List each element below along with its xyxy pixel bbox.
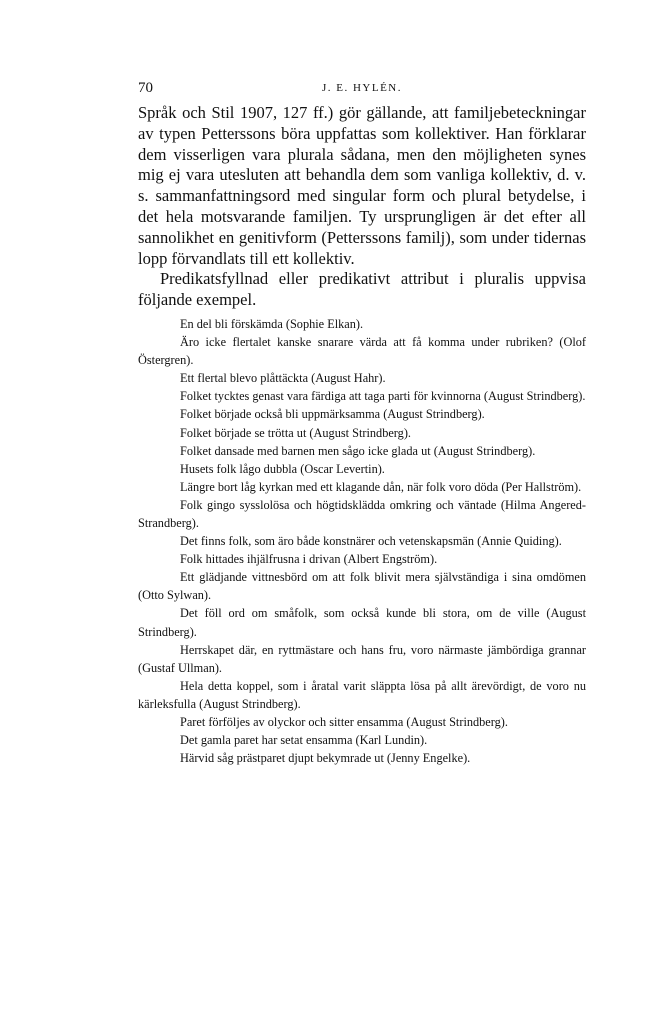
- example-item: Härvid såg prästparet djupt bekymrade ut (Jenny Engelke).: [180, 751, 471, 766]
- example-item: Folket började också bli uppmärksamma (August Strindberg).: [180, 407, 485, 422]
- example-item: En del bli förskämda (Sophie Elkan).: [180, 316, 364, 331]
- page-number: 70: [138, 80, 153, 96]
- example-item: Det finns folk, som äro både konstnärer och vetenskapsmän (Annie Quiding).: [180, 534, 562, 549]
- page-header: [138, 80, 586, 98]
- example-item: Folket dansade med barnen men sågo icke glada ut (August Strindberg).: [180, 443, 536, 458]
- example-item: Längre bort låg kyrkan med ett klagande dån, när folk voro döda (Per Hallström).: [180, 479, 582, 494]
- example-item: Husets folk lågo dubbla (Oscar Levertin).: [180, 461, 385, 476]
- example-item: Herrskapet där, en ryttmästare och hans fru, voro närmaste jämbördiga grannar (Gustaf Ullman).: [138, 642, 586, 675]
- example-item: Äro icke flertalet kanske snarare värda att få komma under rubriken? (Olof Östergren).: [138, 335, 586, 368]
- example-item: Ett flertal blevo plåttäckta (August Hahr).: [180, 371, 386, 386]
- example-item: Folk hittades ihjälfrusna i drivan (Albert Engström).: [180, 552, 438, 567]
- example-item: Ett glädjande vittnesbörd om att folk blivit mera självständiga i sina omdömen (Otto Sylwan).: [138, 570, 586, 603]
- running-head: J. E. HYLÉN.: [321, 82, 403, 94]
- example-item: Folket började se trötta ut (August Strindberg).: [180, 425, 411, 440]
- example-item: Hela detta koppel, som i åratal varit släppta lösa på allt ärevördigt, de voro nu kärleksfulla (August Strindberg).: [138, 678, 586, 711]
- example-list: [138, 315, 586, 767]
- body-text: [138, 103, 586, 767]
- example-item: Det gamla paret har setat ensamma (Karl Lundin).: [180, 733, 428, 748]
- example-item: Det föll ord om småfolk, som också kunde bli stora, om de ville (August Strindberg).: [138, 606, 586, 639]
- intro-paragraph: Språk och Stil 1907, 127 ff.) gör gällande, att familjebeteckningar av typen Petterssons böra uppfattas som kollektiver. Han förklarar dem visserligen vara plurala sådana, men den möjligheten synes mig ej vara utesluten att behandla dem som vanliga kollektiv, d. v. s. sammanfattningsord med singular form och plural betydelse, i det hela motsvarande familjen. Ty ursprungligen är det efter all sannolikhet en genitivform (Petterssons familj), som under tidernas lopp förvandlats till ett kollektiv.: [138, 103, 586, 268]
- example-item: Paret förföljes av olyckor och sitter ensamma (August Strindberg).: [180, 715, 508, 730]
- intro-paragraph: Predikatsfyllnad eller predikativt attribut i pluralis uppvisa följande exempel.: [138, 269, 586, 310]
- intro-section: [138, 103, 586, 311]
- example-item: Folket tycktes genast vara färdiga att taga parti för kvinnorna (August Strindberg).: [180, 389, 586, 404]
- example-item: Folk gingo sysslolösa och högtidsklädda omkring och väntade (Hilma Angered-Strandberg).: [138, 497, 586, 530]
